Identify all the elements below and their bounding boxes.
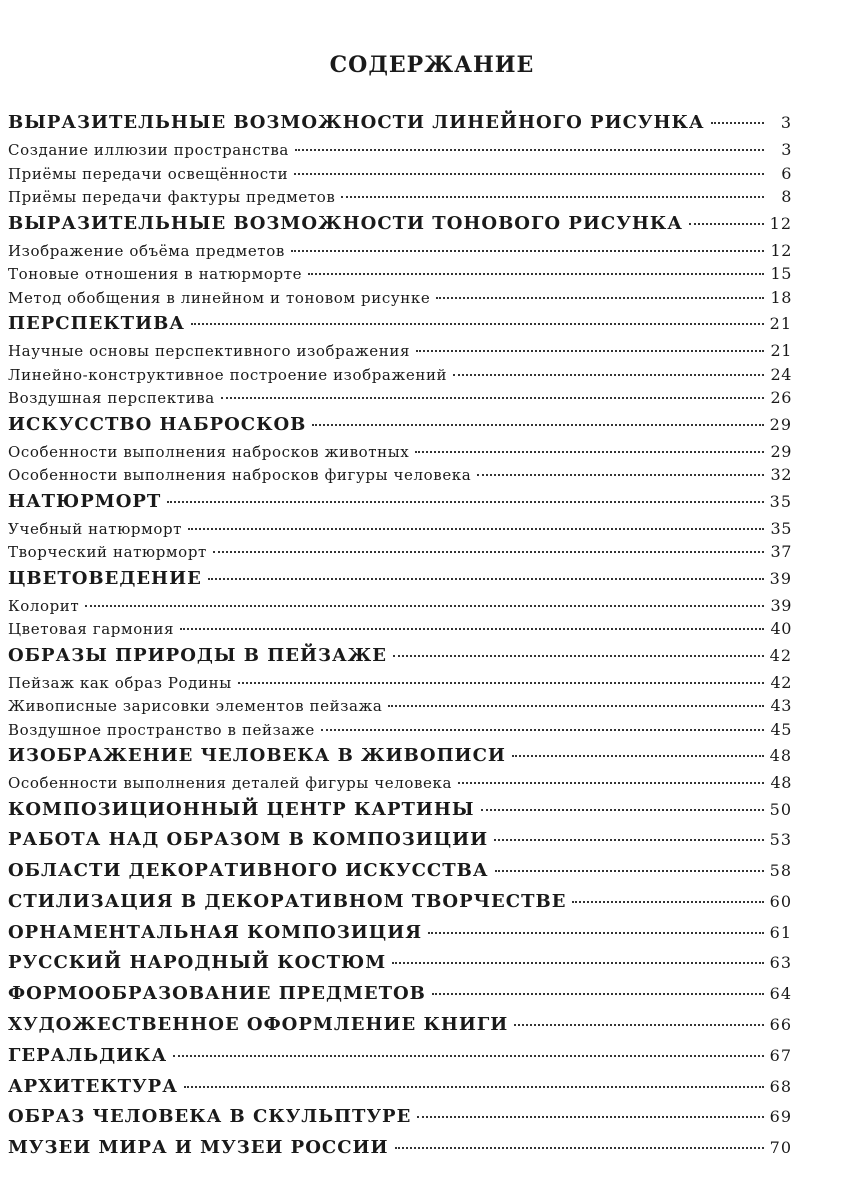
toc-entry-title: ХУДОЖЕСТВЕННОЕ ОФОРМЛЕНИЕ КНИГИ — [8, 1014, 509, 1036]
dot-leader — [415, 451, 764, 453]
toc-entry-title: РУССКИЙ НАРОДНЫЙ КОСТЮМ — [8, 952, 387, 974]
toc-entry-title: Пейзаж как образ Родины — [8, 673, 232, 692]
toc-section-entry[interactable] — [8, 1010, 792, 1041]
toc-section-entry[interactable] — [8, 487, 792, 517]
toc-entry-title: Научные основы перспективного изображения — [8, 342, 411, 360]
dot-leader — [481, 809, 764, 811]
toc-entry-title: КОМПОЗИЦИОННЫЙ ЦЕНТР КАРТИНЫ — [8, 798, 475, 820]
toc-section-entry[interactable] — [8, 1041, 792, 1072]
toc-entry-title: ПЕРСПЕКТИВА — [8, 313, 185, 334]
toc-subsection-entry[interactable] — [8, 386, 792, 410]
toc-entry-title: Изображение объёма предметов — [8, 241, 285, 260]
dot-leader — [458, 782, 764, 784]
toc-entry-title: Линейно-конструктивное построение изображений — [8, 365, 448, 384]
toc-page-number: 68 — [769, 1076, 792, 1096]
dot-leader — [494, 839, 763, 841]
dot-leader — [416, 350, 764, 352]
dot-leader — [432, 993, 764, 995]
dot-leader — [428, 932, 764, 934]
table-of-contents — [8, 108, 792, 1164]
dot-leader — [167, 501, 763, 503]
toc-subsection-entry[interactable] — [8, 440, 792, 464]
toc-entry-title: Приёмы передачи освещённости — [8, 164, 289, 183]
toc-page-number: 58 — [769, 861, 792, 881]
toc-page-number: 18 — [770, 287, 792, 307]
toc-entry-title: АРХИТЕКТУРА — [8, 1075, 178, 1097]
dot-leader — [512, 755, 764, 757]
toc-section-entry[interactable] — [8, 918, 792, 949]
toc-entry-title: Колорит — [8, 596, 80, 615]
toc-page-number: 3 — [780, 113, 792, 132]
dot-leader — [188, 528, 764, 530]
toc-entry-title: ИСКУССТВО НАБРОСКОВ — [8, 413, 307, 435]
toc-entry-title: ФОРМООБРАЗОВАНИЕ ПРЕДМЕТОВ — [8, 983, 426, 1005]
dot-leader — [321, 729, 764, 731]
toc-entry-title: Воздушная перспектива — [8, 389, 215, 407]
dot-leader — [417, 1116, 763, 1118]
toc-page-number: 48 — [770, 773, 792, 792]
toc-page-number: 60 — [769, 891, 792, 911]
dot-leader — [341, 196, 764, 198]
toc-page-number: 64 — [769, 984, 792, 1004]
toc-page-number: 29 — [769, 414, 792, 434]
toc-section-entry[interactable] — [8, 108, 792, 138]
toc-subsection-entry[interactable] — [8, 540, 792, 564]
toc-page-number: 12 — [770, 240, 792, 260]
toc-entry-title: ИЗОБРАЖЕНИЕ ЧЕЛОВЕКА В ЖИВОПИСИ — [8, 745, 506, 766]
dot-leader — [495, 870, 764, 872]
dot-leader — [238, 682, 764, 684]
dot-leader — [388, 705, 764, 707]
toc-page-number: 37 — [770, 542, 792, 561]
dot-leader — [514, 1024, 763, 1026]
toc-subsection-entry[interactable] — [8, 694, 792, 718]
toc-subsection-entry[interactable] — [8, 339, 792, 363]
toc-page-number: 42 — [769, 645, 792, 665]
toc-section-entry[interactable] — [8, 795, 792, 826]
toc-entry-title: Учебный натюрморт — [8, 519, 183, 538]
toc-subsection-entry[interactable] — [8, 286, 792, 310]
toc-entry-title: Воздушное пространство в пейзаже — [8, 720, 315, 739]
toc-page-number: 26 — [770, 388, 792, 407]
dot-leader — [184, 1086, 764, 1088]
dot-leader — [711, 122, 764, 124]
dot-leader — [392, 962, 764, 964]
toc-subsection-entry[interactable] — [8, 718, 792, 742]
toc-section-entry[interactable] — [8, 641, 792, 671]
toc-section-entry[interactable] — [8, 1102, 792, 1133]
toc-page-number: 66 — [769, 1015, 792, 1035]
toc-page-number: 48 — [769, 746, 792, 765]
dot-leader — [213, 551, 764, 553]
toc-entry-title: Особенности выполнения деталей фигуры человека — [8, 774, 453, 792]
dot-leader — [436, 297, 764, 299]
toc-subsection-entry[interactable] — [8, 594, 792, 618]
toc-page-number: 15 — [770, 264, 792, 283]
toc-page-number: 39 — [769, 568, 792, 588]
toc-page-number: 39 — [770, 595, 792, 615]
toc-subsection-entry[interactable] — [8, 185, 792, 209]
toc-section-entry[interactable] — [8, 1133, 792, 1164]
toc-page-number: 40 — [770, 619, 792, 638]
toc-subsection-entry[interactable] — [8, 617, 792, 641]
toc-entry-title: ОБРАЗЫ ПРИРОДЫ В ПЕЙЗАЖЕ — [8, 644, 387, 666]
toc-subsection-entry[interactable] — [8, 771, 792, 795]
toc-entry-title: ВЫРАЗИТЕЛЬНЫЕ ВОЗМОЖНОСТИ ЛИНЕЙНОГО РИСУНКА — [8, 112, 705, 133]
dot-leader — [572, 901, 763, 903]
dot-leader — [294, 173, 764, 175]
toc-subsection-entry[interactable] — [8, 363, 792, 387]
dot-leader — [453, 374, 764, 376]
dot-leader — [308, 273, 764, 275]
toc-entry-title: Приёмы передачи фактуры предметов — [8, 188, 336, 206]
toc-section-entry[interactable] — [8, 856, 792, 887]
dot-leader — [477, 474, 764, 476]
toc-page-number: 70 — [769, 1138, 792, 1158]
toc-page-number: 63 — [769, 953, 792, 973]
dot-leader — [291, 250, 764, 252]
toc-entry-title: Метод обобщения в линейном и тоновом рисунке — [8, 288, 431, 307]
toc-entry-title: ВЫРАЗИТЕЛЬНЫЕ ВОЗМОЖНОСТИ ТОНОВОГО РИСУНКА — [8, 212, 683, 234]
toc-subsection-entry[interactable] — [8, 138, 792, 162]
toc-section-entry[interactable] — [8, 410, 792, 440]
toc-subsection-entry[interactable] — [8, 262, 792, 286]
dot-leader — [393, 655, 764, 657]
toc-page-number: 61 — [769, 922, 792, 942]
dot-leader — [191, 323, 764, 325]
dot-leader — [208, 578, 764, 580]
toc-subsection-entry[interactable] — [8, 463, 792, 487]
toc-page-number: 12 — [769, 213, 792, 233]
toc-section-entry[interactable] — [8, 564, 792, 594]
toc-entry-title: ЦВЕТОВЕДЕНИЕ — [8, 567, 202, 589]
toc-entry-title: МУЗЕИ МИРА И МУЗЕИ РОССИИ — [8, 1137, 389, 1159]
toc-entry-title: ГЕРАЛЬДИКА — [8, 1044, 168, 1066]
toc-page-number: 6 — [781, 163, 792, 183]
toc-entry-title: Особенности выполнения набросков животных — [8, 442, 410, 461]
toc-subsection-entry[interactable] — [8, 671, 792, 695]
toc-page-number: 53 — [769, 830, 792, 850]
dot-leader — [221, 397, 764, 399]
toc-page-number: 42 — [770, 672, 792, 692]
toc-page-number: 45 — [770, 719, 792, 739]
toc-entry-title: ОРНАМЕНТАЛЬНАЯ КОМПОЗИЦИЯ — [8, 921, 423, 943]
toc-page-number: 21 — [769, 314, 792, 333]
dot-leader — [395, 1147, 764, 1149]
toc-page-number: 69 — [769, 1107, 792, 1127]
toc-page-number: 50 — [769, 799, 792, 819]
toc-section-entry[interactable] — [8, 887, 792, 918]
toc-section-entry[interactable] — [8, 741, 792, 771]
dot-leader — [312, 424, 763, 426]
toc-entry-title: Особенности выполнения набросков фигуры человека — [8, 466, 472, 484]
toc-entry-title: ОБРАЗ ЧЕЛОВЕКА В СКУЛЬПТУРЕ — [8, 1106, 412, 1128]
toc-page-number: 32 — [770, 465, 792, 484]
toc-page-number: 29 — [770, 441, 792, 461]
toc-page-number: 43 — [770, 696, 792, 715]
toc-section-entry[interactable] — [8, 209, 792, 239]
toc-entry-title: Создание иллюзии пространства — [8, 141, 289, 159]
toc-entry-title: НАТЮРМОРТ — [8, 490, 162, 512]
toc-page-number: 21 — [770, 341, 792, 360]
toc-page-number: 67 — [769, 1045, 792, 1065]
toc-entry-title: ОБЛАСТИ ДЕКОРАТИВНОГО ИСКУССТВА — [8, 860, 489, 882]
dot-leader — [689, 223, 764, 225]
dot-leader — [180, 628, 764, 630]
dot-leader — [173, 1055, 763, 1057]
toc-entry-title: Живописные зарисовки элементов пейзажа — [8, 697, 383, 715]
toc-entry-title: Цветовая гармония — [8, 620, 175, 638]
toc-page-number: 3 — [781, 140, 792, 159]
toc-section-entry[interactable] — [8, 948, 792, 979]
toc-section-entry[interactable] — [8, 979, 792, 1010]
toc-entry-title: Творческий натюрморт — [8, 543, 207, 561]
dot-leader — [85, 605, 764, 607]
toc-entry-title: Тоновые отношения в натюрморте — [8, 265, 303, 283]
toc-section-entry[interactable] — [8, 1072, 792, 1103]
toc-section-entry[interactable] — [8, 825, 792, 856]
toc-page-number: 35 — [770, 518, 792, 538]
toc-subsection-entry[interactable] — [8, 162, 792, 186]
page-title: СОДЕРЖАНИЕ — [329, 52, 535, 78]
toc-section-entry[interactable] — [8, 309, 792, 339]
toc-entry-title: РАБОТА НАД ОБРАЗОМ В КОМПОЗИЦИИ — [8, 829, 489, 851]
toc-entry-title: СТИЛИЗАЦИЯ В ДЕКОРАТИВНОМ ТВОРЧЕСТВЕ — [8, 890, 567, 912]
toc-page-number: 8 — [781, 187, 792, 206]
toc-subsection-entry[interactable] — [8, 517, 792, 541]
toc-page-number: 24 — [770, 364, 792, 384]
dot-leader — [295, 149, 764, 151]
toc-subsection-entry[interactable] — [8, 239, 792, 263]
toc-page-number: 35 — [769, 491, 792, 511]
